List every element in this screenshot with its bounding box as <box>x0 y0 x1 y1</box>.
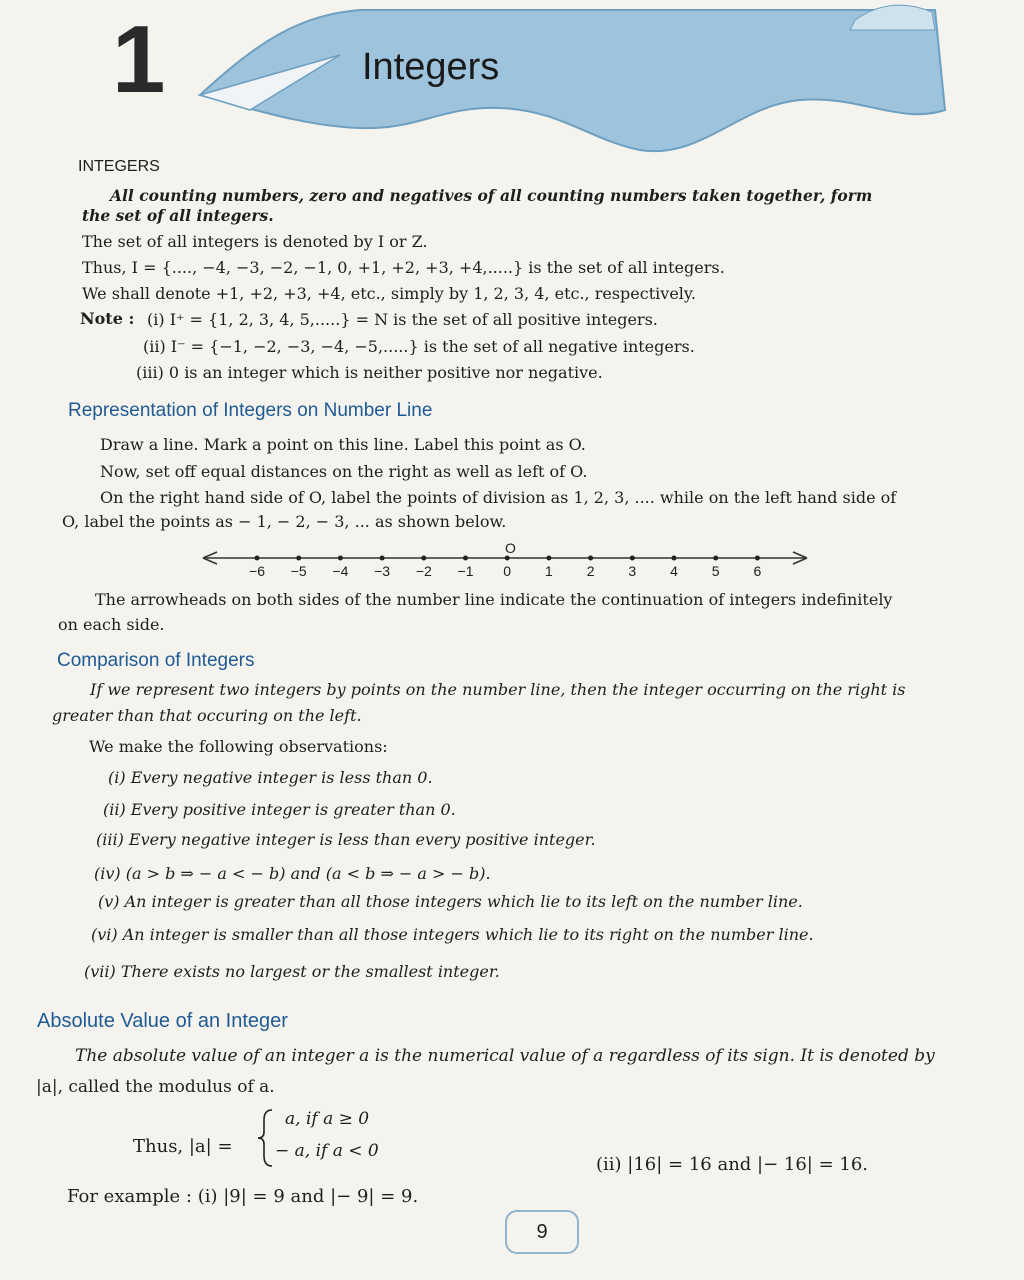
number-line-tick-label: −6 <box>249 563 265 579</box>
number-line-tick-label: −3 <box>374 563 391 579</box>
absolute-def-a: The absolute value of an integer a is the numerical value of a regardless of its sign. It is denoted by <box>75 1046 935 1066</box>
absolute-thus: Thus, |a| = <box>133 1136 233 1157</box>
representation-p4a: The arrowheads on both sides of the number line indicate the continuation of integers indefinitely <box>95 590 893 609</box>
comparison-intro: We make the following observations: <box>89 737 388 756</box>
integers-line3: We shall denote +1, +2, +3, +4, etc., simply by 1, 2, 3, 4, etc., respectively. <box>82 284 696 303</box>
comparison-heading: Comparison of Integers <box>57 650 255 671</box>
number-line-point <box>588 556 593 561</box>
observation-iii: (iii) Every negative integer is less than every positive integer. <box>96 830 596 849</box>
note-iii: (iii) 0 is an integer which is neither positive nor negative. <box>136 363 603 382</box>
observation-iv: (iv) (a > b ⇒ − a < − b) and (a < b ⇒ − a > − b). <box>94 864 491 883</box>
integers-heading: INTEGERS <box>78 158 160 175</box>
observation-ii: (ii) Every positive integer is greater than 0. <box>103 800 456 819</box>
number-line-point <box>421 556 426 561</box>
number-line-point <box>672 556 677 561</box>
integers-line1: The set of all integers is denoted by I or Z. <box>82 232 428 251</box>
number-line-tick-label: −1 <box>457 563 474 579</box>
chapter-title: Integers <box>362 46 500 88</box>
example-ii: (ii) |16| = 16 and |− 16| = 16. <box>596 1154 869 1175</box>
chapter-number: 1 <box>112 6 166 113</box>
number-line-tick-label: 3 <box>628 563 637 579</box>
protractor-icon <box>850 5 935 30</box>
number-line-point <box>338 556 343 561</box>
banner-wave <box>200 10 945 151</box>
observation-v: (v) An integer is greater than all those integers which lie to its left on the number line. <box>98 892 803 911</box>
representation-p3a: On the right hand side of O, label the points of division as 1, 2, 3, .... while on the left hand side of <box>100 488 897 507</box>
representation-p3b: O, label the points as − 1, − 2, − 3, ... as shown below. <box>62 512 507 531</box>
page-number: 9 <box>505 1210 579 1254</box>
number-line-tick-label: 6 <box>753 563 762 579</box>
integers-line2: Thus, I = {...., −4, −3, −2, −1, 0, +1, +2, +3, +4,.....} is the set of all integers. <box>82 258 725 277</box>
number-line-tick-label: 5 <box>711 563 720 579</box>
number-line-point <box>296 556 301 561</box>
number-line-tick-label: −4 <box>332 563 349 579</box>
integers-definition: All counting numbers, zero and negatives of all counting numbers taken together, form the set of all integers. <box>82 186 873 226</box>
number-line-tick-label: −5 <box>290 563 307 579</box>
absolute-case1: a, if a ≥ 0 <box>285 1109 370 1129</box>
observation-vii: (vii) There exists no largest or the smallest integer. <box>84 962 500 981</box>
observation-vi: (vi) An integer is smaller than all those integers which lie to its right on the number line. <box>91 925 814 944</box>
number-line-point <box>380 556 385 561</box>
number-line-point <box>630 556 635 561</box>
note-i: (i) I⁺ = {1, 2, 3, 4, 5,.....} = N is the set of all positive integers. <box>147 310 658 329</box>
representation-heading: Representation of Integers on Number Line <box>68 400 433 421</box>
absolute-case2: − a, if a < 0 <box>275 1141 379 1161</box>
number-line-point <box>255 556 260 561</box>
number-line-point <box>755 556 760 561</box>
number-line-point <box>713 556 718 561</box>
number-line-point <box>505 556 510 561</box>
observation-i: (i) Every negative integer is less than 0. <box>108 768 433 787</box>
absolute-def-b: |a|, called the modulus of a. <box>36 1077 275 1097</box>
note-ii: (ii) I⁻ = {−1, −2, −3, −4, −5,.....} is the set of all negative integers. <box>143 337 695 356</box>
absolute-heading: Absolute Value of an Integer <box>37 1010 288 1032</box>
number-line-tick-label: 2 <box>586 563 595 579</box>
number-line-tick-label: −2 <box>415 563 432 579</box>
number-line-point <box>546 556 551 561</box>
example-i: For example : (i) |9| = 9 and |− 9| = 9. <box>67 1186 419 1207</box>
comparison-rule-a: If we represent two integers by points on the number line, then the integer occurring on the right is <box>90 680 906 699</box>
number-line-labels <box>195 563 820 583</box>
number-line-tick-label: 0 <box>503 563 512 579</box>
origin-label: O <box>505 540 516 556</box>
representation-p4b: on each side. <box>58 615 165 634</box>
number-line-tick-label: 1 <box>544 563 553 579</box>
note-label: Note : <box>80 309 135 328</box>
comparison-rule-b: greater than that occuring on the left. <box>52 706 362 725</box>
representation-p2: Now, set off equal distances on the right as well as left of O. <box>100 462 588 481</box>
number-line-tick-label: 4 <box>670 563 678 579</box>
brace-icon <box>256 1108 276 1168</box>
representation-p1: Draw a line. Mark a point on this line. Label this point as O. <box>100 435 586 454</box>
number-line-point <box>463 556 468 561</box>
